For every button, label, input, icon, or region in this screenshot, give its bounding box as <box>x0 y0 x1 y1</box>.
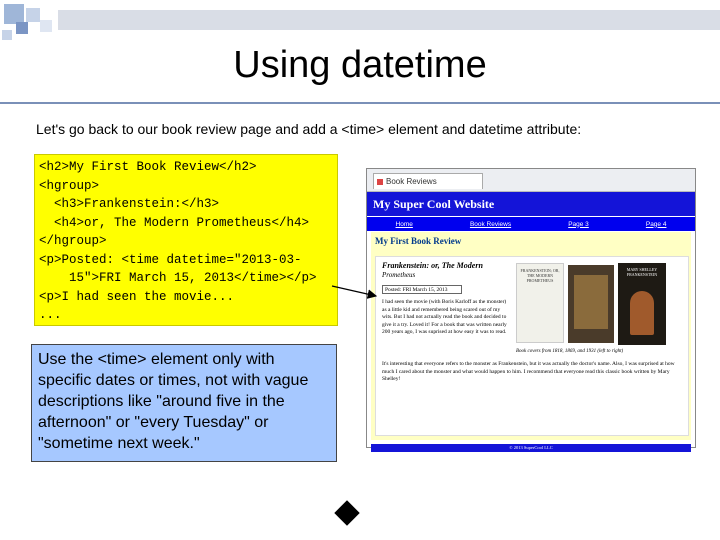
site-title: My Super Cool Website <box>367 192 695 216</box>
code-line: ... <box>39 308 62 322</box>
slide-title: Using datetime <box>233 44 487 86</box>
code-line: <h2>My First Book Review</h2> <box>39 160 257 174</box>
book-title: Frankenstein: or, The Modern <box>382 261 483 270</box>
book-subtitle: Prometheus <box>382 271 416 279</box>
review-heading: My First Book Review <box>375 236 462 246</box>
intro-text: Let's go back to our book review page and add a <time> element and datetime attribute: <box>36 121 582 137</box>
code-line: <p>I had seen the movie... <box>39 289 235 304</box>
covers-caption: Book covers from 1818, 1869, and 1931 (left to right) <box>516 349 624 354</box>
nav-link-page-3[interactable]: Page 3 <box>568 220 589 228</box>
book-cover-1818: FRANKENSTEIN; OR, THE MODERN PROMETHEUS <box>516 263 564 343</box>
site-footer: © 2013 SuperCool LLC <box>371 444 691 452</box>
note-box: Use the <time> element only with specific dates or times, not with vague descriptions like "around five in the afternoon" or "every Tuesday" or "sometime next week." <box>31 344 337 462</box>
cover-title: MARY SHELLEY FRANKENSTEIN <box>626 267 658 277</box>
code-line: <hgroup> <box>39 178 100 193</box>
nav-link-home[interactable]: Home <box>395 220 413 228</box>
posted-date: Posted: FRI March 15, 2013 <box>382 285 462 294</box>
code-line: 15">FRI March 15, 2013</time></p> <box>39 271 317 285</box>
code-line: <h3>Frankenstein:</h3> <box>39 197 220 211</box>
nav-link-page-4[interactable]: Page 4 <box>645 220 667 228</box>
nav-link-book-reviews[interactable]: Book Reviews <box>469 220 512 228</box>
code-line: <p>Posted: <time datetime="2013-03- <box>39 252 302 267</box>
code-line: <h4>or, The Modern Prometheus</h4> <box>39 215 310 230</box>
review-paragraph: It's interesting that everyone refers to the monster as Frankenstein, but it was actually the doctor's name. Also, I was surprised at how much I cared about the monster and what would happen to him. I recommend that everyone read this classic book written by Mary Shelley! <box>382 361 675 382</box>
review-paragraph: I had seen the movie (with Boris Karloff as the monster) as a little kid and remembered being scared out of my wits. But I had not actually read the book and decided to give it a try. Loved it! For a book that was written nearly 200 years ago, I was suprised at how easy it was to read. <box>382 299 507 335</box>
code-line: </hgroup> <box>39 234 107 248</box>
browser-tab-label: Book Reviews <box>386 177 437 186</box>
